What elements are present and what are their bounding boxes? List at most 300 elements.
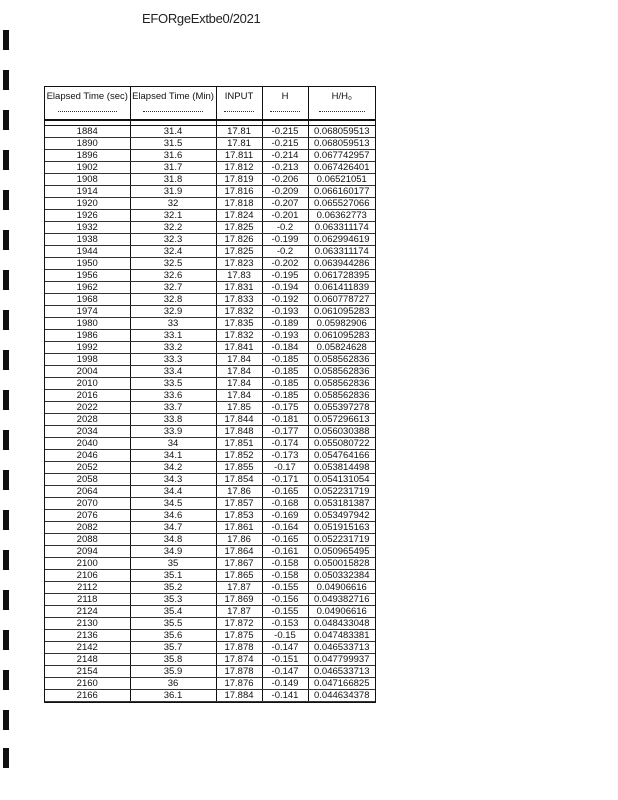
table-cell: 2070 <box>45 498 130 510</box>
table-cell: -0.199 <box>262 234 308 246</box>
table-cell: 17.811 <box>216 150 262 162</box>
table-cell: 2124 <box>45 606 130 618</box>
table-row <box>45 462 375 474</box>
table-cell: 17.818 <box>216 198 262 210</box>
table-cell: -0.175 <box>262 402 308 414</box>
table-cell: 17.878 <box>216 666 262 678</box>
page-header-date: EFORgeExtbe0/2021 <box>142 11 261 26</box>
table-cell: -0.164 <box>262 522 308 534</box>
table-cell: 35.9 <box>130 666 216 678</box>
data-table <box>45 87 375 702</box>
table-cell: 0.050332384 <box>308 570 375 582</box>
table-row <box>45 486 375 498</box>
column-header-label: Elapsed Time (sec) <box>46 91 128 102</box>
table-cell: 2112 <box>45 582 130 594</box>
table-cell: -0.2 <box>262 246 308 258</box>
table-cell: 17.875 <box>216 630 262 642</box>
table-cell: 2088 <box>45 534 130 546</box>
table-cell: 17.819 <box>216 174 262 186</box>
table-cell: 34.1 <box>130 450 216 462</box>
table-row <box>45 294 375 306</box>
table-cell: 34.4 <box>130 486 216 498</box>
table-row <box>45 510 375 522</box>
scan-mark <box>3 230 9 250</box>
table-row <box>45 546 375 558</box>
table-body <box>45 120 375 702</box>
table-cell: 0.055397278 <box>308 402 375 414</box>
table-row <box>45 642 375 654</box>
table-row <box>45 378 375 390</box>
table-cell: 1986 <box>45 330 130 342</box>
table-cell: 17.83 <box>216 270 262 282</box>
table-cell: 17.861 <box>216 522 262 534</box>
table-cell: 1962 <box>45 282 130 294</box>
table-cell: 17.87 <box>216 582 262 594</box>
column-header <box>45 87 130 120</box>
table-row <box>45 138 375 150</box>
table-row <box>45 534 375 546</box>
table-cell: 0.055080722 <box>308 438 375 450</box>
table-row <box>45 186 375 198</box>
table-cell: 0.063311174 <box>308 222 375 234</box>
table-cell: -0.149 <box>262 678 308 690</box>
table-cell: -0.189 <box>262 318 308 330</box>
table-cell: 32.5 <box>130 258 216 270</box>
column-header-label: Elapsed Time (Min) <box>132 91 214 102</box>
table-cell: -0.185 <box>262 390 308 402</box>
table-cell: 32.2 <box>130 222 216 234</box>
table-cell: 31.6 <box>130 150 216 162</box>
column-header <box>308 87 375 120</box>
table-cell: -0.185 <box>262 378 308 390</box>
table-cell: 33.6 <box>130 390 216 402</box>
scan-mark <box>3 70 9 90</box>
header-underline <box>224 111 255 112</box>
table-cell: 17.816 <box>216 186 262 198</box>
table-row <box>45 414 375 426</box>
table-cell: 17.864 <box>216 546 262 558</box>
table-cell: 0.047483381 <box>308 630 375 642</box>
table-cell: 0.051915163 <box>308 522 375 534</box>
table-row <box>45 474 375 486</box>
table-cell: -0.215 <box>262 126 308 138</box>
column-header-label: H/H₀ <box>331 91 352 102</box>
table-cell: 0.061728395 <box>308 270 375 282</box>
table-cell: 1920 <box>45 198 130 210</box>
table-cell: 34.6 <box>130 510 216 522</box>
table-cell: 0.056030388 <box>308 426 375 438</box>
table-cell: 17.874 <box>216 654 262 666</box>
table-cell: -0.158 <box>262 570 308 582</box>
table-cell: 32.7 <box>130 282 216 294</box>
table-cell: 17.855 <box>216 462 262 474</box>
table-cell: 17.872 <box>216 618 262 630</box>
table-cell: 1884 <box>45 126 130 138</box>
table-cell: 33.2 <box>130 342 216 354</box>
table-cell: 2046 <box>45 450 130 462</box>
table-cell: -0.177 <box>262 426 308 438</box>
table-cell: 32.3 <box>130 234 216 246</box>
table-cell: -0.181 <box>262 414 308 426</box>
table-cell: 1938 <box>45 234 130 246</box>
table-cell: 2010 <box>45 378 130 390</box>
table-cell: 17.823 <box>216 258 262 270</box>
table-cell: 17.832 <box>216 306 262 318</box>
table-cell: 0.063944286 <box>308 258 375 270</box>
table-cell: 2034 <box>45 426 130 438</box>
table-cell: 0.058562836 <box>308 378 375 390</box>
table-cell: -0.156 <box>262 594 308 606</box>
scan-mark <box>3 630 9 650</box>
table-cell: 17.865 <box>216 570 262 582</box>
table-cell: -0.147 <box>262 666 308 678</box>
header-underline <box>143 111 203 112</box>
table-cell: 35.2 <box>130 582 216 594</box>
table-cell: 1980 <box>45 318 130 330</box>
table-cell: -0.173 <box>262 450 308 462</box>
table-cell: -0.185 <box>262 354 308 366</box>
table-cell: 33.4 <box>130 366 216 378</box>
data-table-container <box>44 86 376 703</box>
table-cell: 17.826 <box>216 234 262 246</box>
table-cell: 32 <box>130 198 216 210</box>
table-cell: 1914 <box>45 186 130 198</box>
table-cell: 31.7 <box>130 162 216 174</box>
table-row <box>45 390 375 402</box>
table-cell: -0.155 <box>262 606 308 618</box>
scan-mark <box>3 190 9 210</box>
table-cell: 31.9 <box>130 186 216 198</box>
table-cell: -0.2 <box>262 222 308 234</box>
table-cell: 32.6 <box>130 270 216 282</box>
table-cell: 0.063311174 <box>308 246 375 258</box>
table-cell: 33.7 <box>130 402 216 414</box>
table-cell: 0.061095283 <box>308 330 375 342</box>
table-cell: -0.151 <box>262 654 308 666</box>
table-cell: 1974 <box>45 306 130 318</box>
table-cell: 34.3 <box>130 474 216 486</box>
table-row <box>45 558 375 570</box>
table-header-row <box>45 87 375 120</box>
table-cell: 17.876 <box>216 678 262 690</box>
table-cell: 1890 <box>45 138 130 150</box>
table-cell: 1896 <box>45 150 130 162</box>
table-cell: -0.215 <box>262 138 308 150</box>
column-header <box>216 87 262 120</box>
table-cell: 2166 <box>45 690 130 702</box>
scan-mark <box>3 748 9 768</box>
table-cell: -0.168 <box>262 498 308 510</box>
table-cell: 2142 <box>45 642 130 654</box>
table-cell: 31.5 <box>130 138 216 150</box>
table-row <box>45 246 375 258</box>
table-cell: 17.884 <box>216 690 262 702</box>
table-cell: 17.86 <box>216 486 262 498</box>
table-cell: 17.852 <box>216 450 262 462</box>
table-cell: 0.06521051 <box>308 174 375 186</box>
table-cell: 1992 <box>45 342 130 354</box>
table-cell: 33.8 <box>130 414 216 426</box>
table-cell: 0.04906616 <box>308 582 375 594</box>
table-cell: 2100 <box>45 558 130 570</box>
table-cell: 1932 <box>45 222 130 234</box>
scan-mark <box>3 670 9 690</box>
table-cell: 17.857 <box>216 498 262 510</box>
table-cell: 17.84 <box>216 366 262 378</box>
table-cell: 17.854 <box>216 474 262 486</box>
table-cell: -0.192 <box>262 294 308 306</box>
table-row <box>45 570 375 582</box>
scan-mark <box>3 310 9 330</box>
table-row <box>45 354 375 366</box>
table-cell: 33.3 <box>130 354 216 366</box>
scan-mark <box>3 710 9 730</box>
table-row <box>45 150 375 162</box>
table-row <box>45 318 375 330</box>
table-cell: -0.165 <box>262 486 308 498</box>
table-cell: 33 <box>130 318 216 330</box>
header-underline <box>319 111 365 112</box>
table-cell: 17.848 <box>216 426 262 438</box>
table-cell: 0.060778727 <box>308 294 375 306</box>
table-cell: 17.835 <box>216 318 262 330</box>
table-cell: 33.1 <box>130 330 216 342</box>
table-cell: 36.1 <box>130 690 216 702</box>
table-cell: -0.147 <box>262 642 308 654</box>
table-row <box>45 522 375 534</box>
table-cell: 0.04906616 <box>308 606 375 618</box>
table-cell: 0.046533713 <box>308 666 375 678</box>
table-cell: 2094 <box>45 546 130 558</box>
scan-mark <box>3 150 9 170</box>
table-cell: 33.5 <box>130 378 216 390</box>
table-cell: -0.141 <box>262 690 308 702</box>
table-cell: -0.184 <box>262 342 308 354</box>
table-row <box>45 678 375 690</box>
table-row <box>45 438 375 450</box>
table-cell: -0.193 <box>262 306 308 318</box>
table-cell: 0.065527066 <box>308 198 375 210</box>
table-row <box>45 498 375 510</box>
scan-mark <box>3 590 9 610</box>
column-header-label: INPUT <box>224 91 254 102</box>
table-cell: 17.824 <box>216 210 262 222</box>
table-row <box>45 666 375 678</box>
scan-edge-marks <box>3 0 11 800</box>
table-cell: 0.052231719 <box>308 534 375 546</box>
table-row <box>45 342 375 354</box>
table-cell: 2136 <box>45 630 130 642</box>
table-cell: 2118 <box>45 594 130 606</box>
table-row <box>45 270 375 282</box>
table-row <box>45 618 375 630</box>
table-cell: 0.053497942 <box>308 510 375 522</box>
table-row <box>45 126 375 138</box>
table-row <box>45 630 375 642</box>
table-cell: 32.9 <box>130 306 216 318</box>
table-row <box>45 450 375 462</box>
table-cell: 32.8 <box>130 294 216 306</box>
table-cell: 1950 <box>45 258 130 270</box>
table-cell: 0.05982906 <box>308 318 375 330</box>
table-row <box>45 366 375 378</box>
table-cell: 1944 <box>45 246 130 258</box>
table-cell: 17.825 <box>216 246 262 258</box>
table-cell: 2028 <box>45 414 130 426</box>
table-cell: 0.058562836 <box>308 390 375 402</box>
table-row <box>45 222 375 234</box>
table-cell: 0.068059513 <box>308 126 375 138</box>
table-cell: 0.050965495 <box>308 546 375 558</box>
table-cell: 0.062994619 <box>308 234 375 246</box>
table-cell: 1998 <box>45 354 130 366</box>
table-cell: 2064 <box>45 486 130 498</box>
table-cell: 1902 <box>45 162 130 174</box>
table-row <box>45 402 375 414</box>
table-row <box>45 258 375 270</box>
table-row <box>45 162 375 174</box>
table-cell: 0.067742957 <box>308 150 375 162</box>
table-cell: 2016 <box>45 390 130 402</box>
table-cell: 0.058562836 <box>308 354 375 366</box>
table-cell: 31.4 <box>130 126 216 138</box>
table-cell: 1908 <box>45 174 130 186</box>
table-cell: 2106 <box>45 570 130 582</box>
header-underline <box>58 111 117 112</box>
table-cell: 0.054131054 <box>308 474 375 486</box>
table-cell: -0.193 <box>262 330 308 342</box>
table-cell: -0.195 <box>262 270 308 282</box>
table-row <box>45 174 375 186</box>
column-header <box>130 87 216 120</box>
table-cell: 35 <box>130 558 216 570</box>
table-row <box>45 234 375 246</box>
table-cell: 34.9 <box>130 546 216 558</box>
table-cell: 2022 <box>45 402 130 414</box>
table-cell: 35.8 <box>130 654 216 666</box>
table-row <box>45 582 375 594</box>
table-cell: -0.171 <box>262 474 308 486</box>
table-cell: 17.81 <box>216 126 262 138</box>
table-cell: 0.068059513 <box>308 138 375 150</box>
table-cell: 0.046533713 <box>308 642 375 654</box>
table-cell: 0.053181387 <box>308 498 375 510</box>
table-cell: -0.202 <box>262 258 308 270</box>
table-cell: 34.2 <box>130 462 216 474</box>
table-cell: -0.158 <box>262 558 308 570</box>
table-cell: 2130 <box>45 618 130 630</box>
table-cell: 36 <box>130 678 216 690</box>
column-header-label: H <box>281 91 289 102</box>
table-cell: 0.044634378 <box>308 690 375 702</box>
table-cell: 34.7 <box>130 522 216 534</box>
scan-mark <box>3 550 9 570</box>
table-cell: -0.213 <box>262 162 308 174</box>
table-row <box>45 654 375 666</box>
table-cell: 34.8 <box>130 534 216 546</box>
table-cell: 0.050015828 <box>308 558 375 570</box>
table-cell: 0.061095283 <box>308 306 375 318</box>
table-cell: 17.85 <box>216 402 262 414</box>
table-row <box>45 282 375 294</box>
table-cell: 17.81 <box>216 138 262 150</box>
header-underline <box>270 111 301 112</box>
table-row <box>45 198 375 210</box>
table-cell: -0.201 <box>262 210 308 222</box>
table-cell: 17.832 <box>216 330 262 342</box>
scan-mark <box>3 390 9 410</box>
table-cell: 0.054764166 <box>308 450 375 462</box>
table-cell: 0.048433048 <box>308 618 375 630</box>
table-cell: 32.4 <box>130 246 216 258</box>
table-cell: 17.844 <box>216 414 262 426</box>
table-cell: 17.87 <box>216 606 262 618</box>
table-cell: 0.053814498 <box>308 462 375 474</box>
table-cell: 35.4 <box>130 606 216 618</box>
table-cell: 0.049382716 <box>308 594 375 606</box>
table-cell: 0.047166825 <box>308 678 375 690</box>
table-cell: 17.867 <box>216 558 262 570</box>
table-cell: 17.86 <box>216 534 262 546</box>
table-cell: 0.061411839 <box>308 282 375 294</box>
table-cell: 2052 <box>45 462 130 474</box>
table-row <box>45 306 375 318</box>
table-cell: -0.155 <box>262 582 308 594</box>
table-cell: 0.058562836 <box>308 366 375 378</box>
table-cell: -0.214 <box>262 150 308 162</box>
table-cell: -0.153 <box>262 618 308 630</box>
table-cell: 17.833 <box>216 294 262 306</box>
table-cell: 35.7 <box>130 642 216 654</box>
table-cell: -0.174 <box>262 438 308 450</box>
column-header <box>262 87 308 120</box>
scan-mark <box>3 510 9 530</box>
table-row <box>45 690 375 702</box>
table-row <box>45 426 375 438</box>
table-cell: 17.84 <box>216 378 262 390</box>
table-cell: 17.84 <box>216 354 262 366</box>
table-cell: 2058 <box>45 474 130 486</box>
table-cell: 2076 <box>45 510 130 522</box>
table-cell: 17.851 <box>216 438 262 450</box>
table-cell: 33.9 <box>130 426 216 438</box>
table-cell: 32.1 <box>130 210 216 222</box>
table-cell: -0.165 <box>262 534 308 546</box>
table-cell: -0.209 <box>262 186 308 198</box>
table-cell: 31.8 <box>130 174 216 186</box>
table-cell: -0.207 <box>262 198 308 210</box>
table-cell: -0.161 <box>262 546 308 558</box>
table-cell: 1926 <box>45 210 130 222</box>
table-cell: 2160 <box>45 678 130 690</box>
table-cell: 17.84 <box>216 390 262 402</box>
table-row <box>45 210 375 222</box>
table-cell: 17.825 <box>216 222 262 234</box>
table-cell: 2082 <box>45 522 130 534</box>
scan-mark <box>3 30 9 50</box>
table-cell: 34 <box>130 438 216 450</box>
table-cell: 17.869 <box>216 594 262 606</box>
table-cell: 0.06362773 <box>308 210 375 222</box>
table-cell: 17.853 <box>216 510 262 522</box>
scan-mark <box>3 110 9 130</box>
scan-mark <box>3 470 9 490</box>
table-cell: 17.812 <box>216 162 262 174</box>
table-cell: -0.15 <box>262 630 308 642</box>
table-cell: -0.194 <box>262 282 308 294</box>
table-cell: 2154 <box>45 666 130 678</box>
table-cell: 0.057296613 <box>308 414 375 426</box>
